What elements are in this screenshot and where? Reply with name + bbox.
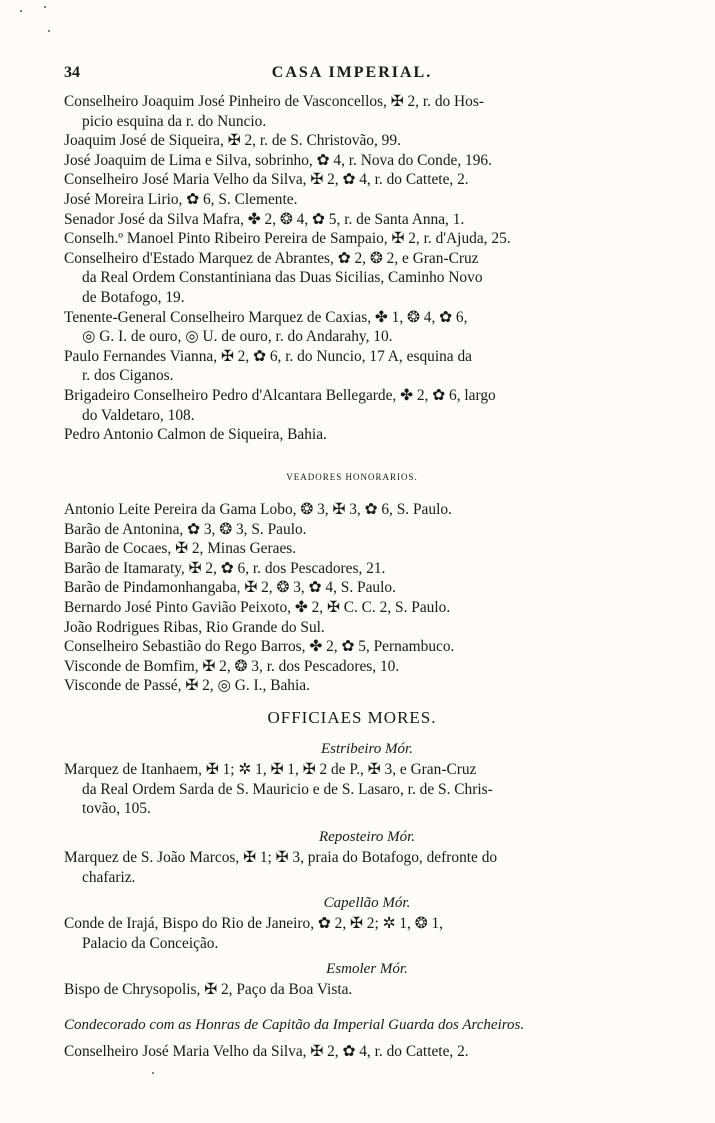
esmoler-block xyxy=(64,958,640,1000)
list-item: João Rodrigues Ribas, Rio Grande do Sul. xyxy=(64,618,325,636)
list-item: Visconde de Bomfim, ✠ 2, ❂ 3, r. dos Pescadores, 10. xyxy=(64,657,400,675)
ink-speck xyxy=(48,30,50,32)
estribeiro-block xyxy=(64,738,640,819)
list-item: Barão de Cocaes, ✠ 2, Minas Geraes. xyxy=(64,540,297,558)
ink-speck xyxy=(152,1072,154,1074)
list-item: Barão de Antonina, ✿ 3, ❂ 3, S. Paulo. xyxy=(64,520,307,538)
list-item: Brigadeiro Conselheiro Pedro d'Alcantara Bellegarde, ✤ 2, ✿ 6, largo do Valdetaro, 108. xyxy=(64,386,496,424)
office-title: Estribeiro Mór. xyxy=(321,741,413,757)
list-item: Marquez de Itanhaem, ✠ 1; ✲ 1, ✠ 1, ✠ 2 de P., ✠ 3, e Gran-Cruz da Real Ordem Sarda de S. Mauricio e de S. Lasaro, r. de S. Chris- tovão, 105. xyxy=(64,761,493,818)
capellao-block xyxy=(64,892,640,953)
list-item: Barão de Itamaraty, ✠ 2, ✿ 6, r. dos Pescadores, 21. xyxy=(64,559,386,577)
list-item: Senador José da Silva Mafra, ✤ 2, ❂ 4, ✿ 5, r. de Santa Anna, 1. xyxy=(64,210,465,228)
list-item: Conselheiro Joaquim José Pinheiro de Vasconcellos, ✠ 2, r. do Hos- picio esquina da r. do Nuncio. xyxy=(64,93,484,130)
page-header xyxy=(64,64,640,86)
veadores-section xyxy=(64,470,640,484)
entries-veadores xyxy=(64,500,640,696)
list-item: Conselheiro José Maria Velho da Silva, ✠ 2, ✿ 4, r. do Cattete, 2. xyxy=(64,1043,469,1060)
office-title: Esmoler Mór. xyxy=(326,961,408,977)
condecorado-block xyxy=(64,1014,640,1062)
page-number: 34 xyxy=(64,64,80,81)
list-item: José Joaquim de Lima e Silva, sobrinho, ✿ 4, r. Nova do Conde, 196. xyxy=(64,151,492,169)
ink-speck xyxy=(44,6,46,8)
ink-speck xyxy=(20,10,22,12)
list-item: Pedro Antonio Calmon de Siqueira, Bahia. xyxy=(64,426,327,444)
list-item: Marquez de S. João Marcos, ✠ 1; ✠ 3, praia do Botafogo, defronte do chafariz. xyxy=(64,849,498,886)
office-title: Reposteiro Mór. xyxy=(318,829,416,845)
list-item: Conselheiro Sebastião do Rego Barros, ✤ 2, ✿ 5, Pernambuco. xyxy=(64,638,455,656)
list-item: Joaquim José de Siqueira, ✠ 2, r. de S. Christovão, 99. xyxy=(64,132,401,150)
list-item: Visconde de Passé, ✠ 2, ◎ G. I., Bahia. xyxy=(64,677,310,695)
list-item: Barão de Pindamonhangaba, ✠ 2, ❂ 3, ✿ 4, S. Paulo. xyxy=(64,579,396,597)
officiaes-section xyxy=(64,706,640,730)
list-item: Conde de Irajá, Bispo do Rio de Janeiro, ✿ 2, ✠ 2; ✲ 1, ❂ 1, Palacio da Conceição. xyxy=(64,915,444,952)
list-item: Tenente-General Conselheiro Marquez de Caxias, ✤ 1, ❂ 4, ✿ 6, ◎ G. I. de ouro, ◎ U. de ouro, r. do Andarahy, 10. xyxy=(64,308,468,346)
list-item: Conselheiro d'Estado Marquez de Abrantes, ✿ 2, ❂ 2, e Gran-Cruz da Real Ordem Constantiniana das Duas Sicilias, Caminho Novo de Botafogo, 19. xyxy=(64,249,483,306)
section-heading: OFFICIAES MORES. xyxy=(267,708,437,727)
list-item: Antonio Leite Pereira da Gama Lobo, ❂ 3, ✠ 3, ✿ 6, S. Paulo. xyxy=(64,501,452,518)
section-title: VEADORES HONORARIOS. xyxy=(286,472,418,482)
office-title: Capellão Mór. xyxy=(323,895,411,911)
entries-top xyxy=(64,92,640,445)
list-item: José Moreira Lirio, ✿ 6, S. Clemente. xyxy=(64,190,298,208)
running-title: CASA IMPERIAL. xyxy=(271,64,433,81)
list-item: Conselh.º Manoel Pinto Ribeiro Pereira de Sampaio, ✠ 2, r. d'Ajuda, 25. xyxy=(64,230,511,248)
reposteiro-block xyxy=(64,826,640,887)
list-item: Bernardo José Pinto Gavião Peixoto, ✤ 2, ✠ C. C. 2, S. Paulo. xyxy=(64,598,451,616)
list-item: Conselheiro José Maria Velho da Silva, ✠ 2, ✿ 4, r. do Cattete, 2. xyxy=(64,171,469,189)
list-item: Paulo Fernandes Vianna, ✠ 2, ✿ 6, r. do Nuncio, 17 A, esquina da r. dos Ciganos. xyxy=(64,347,473,385)
condecorado-note: Condecorado com as Honras de Capitão da Imperial Guarda dos Archeiros. xyxy=(64,1017,525,1033)
list-item: Bispo de Chrysopolis, ✠ 2, Paço da Boa Vista. xyxy=(64,981,353,998)
